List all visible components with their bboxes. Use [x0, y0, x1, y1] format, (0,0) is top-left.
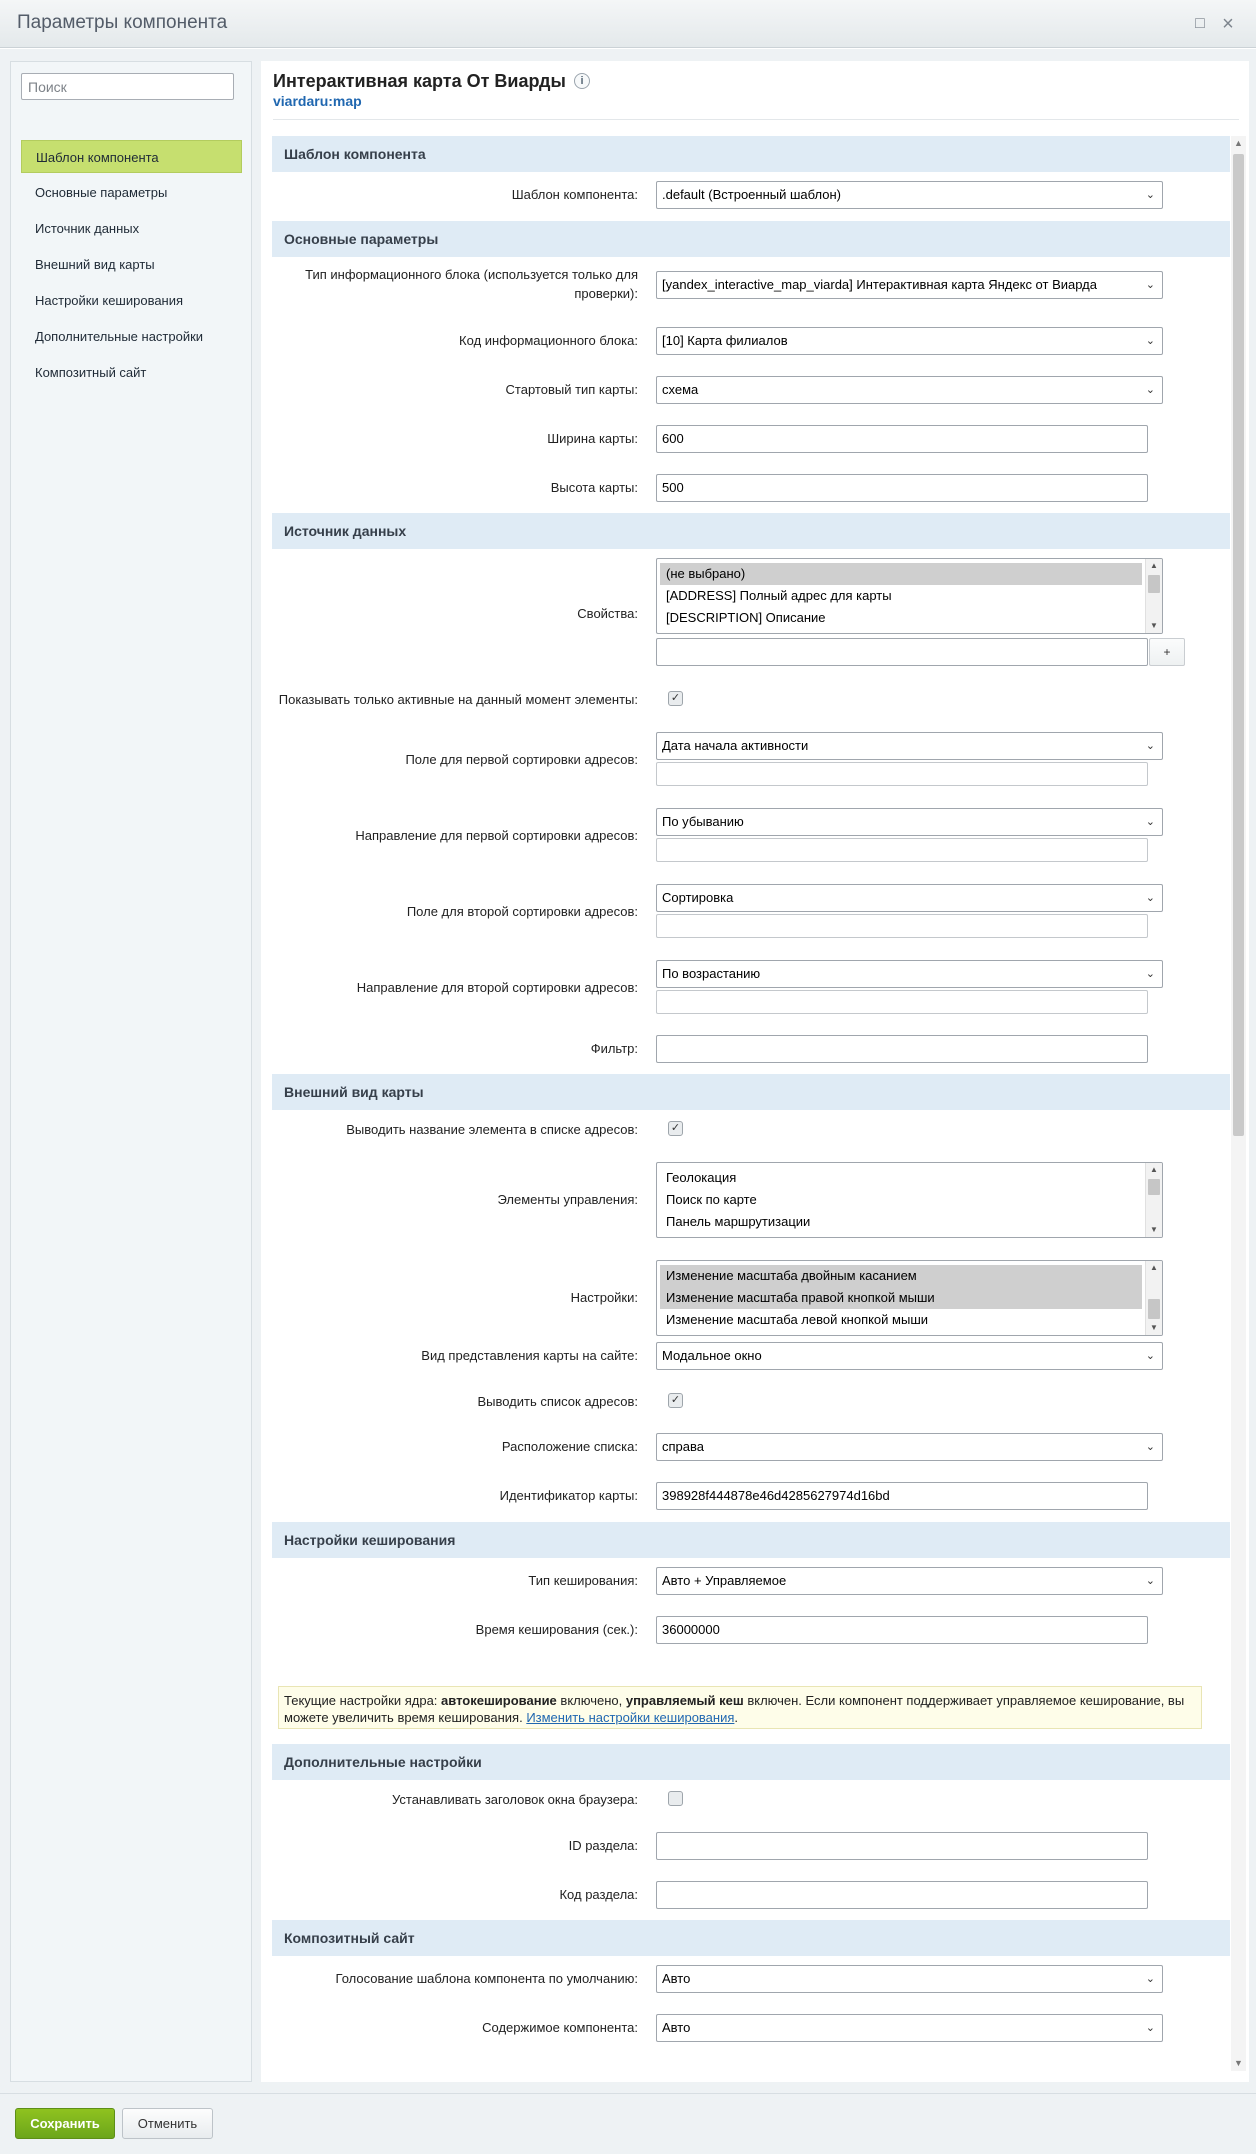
map-id-label: Идентификатор карты: [499, 1488, 638, 1503]
map-id-input[interactable]: 398928f444878e46d4285627974d16bd [656, 1482, 1148, 1510]
list-scrollbar[interactable] [1145, 1261, 1162, 1335]
chevron-down-icon: ⌄ [1145, 816, 1155, 828]
template-vote-select[interactable] [656, 1965, 1163, 1993]
sidebar [10, 61, 252, 2082]
list-item[interactable]: Изменение масштаба левой кнопкой мыши [666, 1312, 929, 1327]
list-item[interactable]: Панель маршрутизации [666, 1214, 811, 1229]
sort2-field-value: Сортировка [662, 890, 734, 905]
iblock-type-label-line2: проверки): [574, 286, 638, 301]
scroll-up-icon[interactable]: ▲ [1150, 1165, 1158, 1174]
section-code-label: Код раздела: [559, 1887, 638, 1902]
chevron-down-icon: ⌄ [1145, 1575, 1155, 1587]
scroll-down-icon[interactable]: ▼ [1234, 2058, 1243, 2068]
controls-label: Элементы управления: [497, 1192, 638, 1207]
sort2-dir-label: Направление для второй сортировки адресов: [356, 980, 638, 995]
scroll-up-icon[interactable]: ▲ [1150, 561, 1158, 570]
sidebar-nav [21, 140, 242, 392]
sidebar-item-main[interactable]: Основные параметры [35, 185, 168, 200]
width-label: Ширина карты: [547, 431, 638, 446]
sidebar-item-source[interactable]: Источник данных [35, 221, 140, 236]
chevron-down-icon: ⌄ [1145, 335, 1155, 347]
chevron-down-icon: ⌄ [1145, 279, 1155, 291]
display-mode-value: Модальное окно [662, 1348, 762, 1363]
close-icon[interactable]: × [1222, 13, 1234, 35]
iblock-code-select[interactable] [656, 327, 1163, 355]
chevron-down-icon: ⌄ [1145, 1441, 1155, 1453]
section-composite: Композитный сайт [272, 1920, 1230, 1956]
sort2-field-select[interactable] [656, 884, 1163, 912]
chevron-down-icon: ⌄ [1145, 2022, 1155, 2034]
info-icon[interactable]: i [574, 73, 590, 89]
content-value: Авто [662, 2020, 691, 2035]
list-pos-value: справа [662, 1439, 704, 1454]
sort1-dir-value: По убыванию [662, 814, 744, 829]
active-only-checkbox[interactable]: ✓ [668, 691, 683, 706]
iblock-code-label: Код информационного блока: [459, 333, 638, 348]
scroll-thumb[interactable] [1148, 1299, 1160, 1319]
filter-label: Фильтр: [590, 1041, 638, 1056]
show-name-checkbox[interactable]: ✓ [668, 1121, 683, 1136]
form-scrollbar[interactable] [1231, 136, 1246, 2071]
sidebar-item-composite[interactable]: Композитный сайт [35, 365, 147, 380]
height-input[interactable]: 500 [656, 474, 1148, 502]
section-id-input[interactable] [656, 1832, 1148, 1860]
notice-text: включено, [556, 1693, 626, 1708]
sort1-field-label: Поле для первой сортировки адресов: [405, 752, 638, 767]
sidebar-item-view[interactable]: Внешний вид карты [35, 257, 155, 272]
chevron-down-icon: ⌄ [1145, 892, 1155, 904]
cache-notice [278, 1686, 1202, 1729]
sort1-field-value: Дата начала активности [662, 738, 809, 753]
content-label: Содержимое компонента: [482, 2020, 638, 2035]
properties-list[interactable] [656, 558, 1163, 634]
iblock-type-label-line1: Тип информационного блока (используется только для [305, 267, 638, 282]
set-title-checkbox[interactable] [668, 1791, 683, 1806]
list-item[interactable]: (не выбрано) [660, 563, 1142, 585]
chevron-down-icon: ⌄ [1145, 968, 1155, 980]
add-property-button[interactable]: + [1149, 638, 1185, 666]
template-vote-value: Авто [662, 1971, 691, 1986]
cache-type-value: Авто + Управляемое [662, 1573, 787, 1588]
sort1-field-select[interactable] [656, 732, 1163, 760]
search-input[interactable] [21, 73, 234, 100]
scroll-down-icon[interactable]: ▼ [1150, 1225, 1158, 1234]
template-label: Шаблон компонента: [511, 187, 638, 202]
sort2-dir-value: По возрастанию [662, 966, 761, 981]
scroll-down-icon[interactable]: ▼ [1150, 621, 1158, 630]
window-titlebar [0, 0, 1256, 48]
component-code: viardaru:map [273, 93, 362, 109]
sidebar-item-cache[interactable]: Настройки кеширования [35, 293, 184, 308]
show-list-label: Выводить список адресов: [477, 1394, 638, 1409]
list-pos-select[interactable] [656, 1433, 1163, 1461]
iblock-type-label [305, 265, 638, 303]
show-name-label: Выводить название элемента в списке адресов: [346, 1122, 638, 1137]
iblock-type-select[interactable] [656, 271, 1163, 299]
list-item[interactable]: Геолокация [666, 1170, 737, 1185]
section-id-label: ID раздела: [568, 1838, 638, 1853]
display-mode-select[interactable] [656, 1342, 1163, 1370]
list-item[interactable]: [DESCRIPTION] Описание [666, 610, 826, 625]
cache-time-input[interactable]: 36000000 [656, 1616, 1148, 1644]
settings-list[interactable] [656, 1260, 1163, 1336]
list-pos-label: Расположение списка: [501, 1439, 638, 1454]
component-title: Интерактивная карта От Виарды [273, 71, 566, 91]
filter-input[interactable] [656, 1035, 1148, 1063]
scroll-thumb[interactable] [1148, 1179, 1160, 1195]
notice-text: включен. Если компонент поддерживает управляемое кеширование, вы можете увеличить время кеширования. [284, 1693, 1185, 1725]
list-item[interactable]: Изменение масштаба правой кнопкой мыши [660, 1287, 1142, 1309]
chevron-down-icon: ⌄ [1145, 1973, 1155, 1985]
sidebar-item-extra[interactable]: Дополнительные настройки [35, 329, 204, 344]
show-list-checkbox[interactable]: ✓ [668, 1393, 683, 1408]
scroll-up-icon[interactable]: ▲ [1234, 138, 1243, 148]
controls-list[interactable] [656, 1162, 1163, 1238]
list-scrollbar[interactable] [1145, 559, 1162, 633]
sort2-field-label: Поле для второй сортировки адресов: [406, 904, 638, 919]
active-only-label: Показывать только активные на данный момент элементы: [278, 692, 638, 707]
sidebar-item-template[interactable]: Шаблон компонента [21, 140, 242, 173]
chevron-down-icon: ⌄ [1145, 384, 1155, 396]
properties-extra-input[interactable] [656, 638, 1148, 666]
cache-time-label: Время кеширования (сек.): [475, 1622, 638, 1637]
content-select[interactable] [656, 2014, 1163, 2042]
section-view: Внешний вид карты [272, 1074, 1230, 1110]
notice-managed-cache: управляемый кеш [625, 1693, 744, 1708]
scroll-down-icon[interactable]: ▼ [1150, 1323, 1158, 1332]
scroll-thumb[interactable] [1233, 154, 1244, 1136]
window-title: Параметры компонента [17, 12, 228, 33]
height-label: Высота карты: [550, 480, 638, 495]
notice-text: Текущие настройки ядра: [284, 1693, 442, 1708]
notice-text: . [734, 1710, 739, 1725]
sort2-dir-custom-input[interactable] [656, 990, 1148, 1014]
section-extra: Дополнительные настройки [272, 1744, 1230, 1780]
width-input[interactable]: 600 [656, 425, 1148, 453]
divider [273, 119, 1239, 120]
list-scrollbar[interactable] [1145, 1163, 1162, 1237]
cache-type-label: Тип кеширования: [528, 1573, 638, 1588]
section-code-input[interactable] [656, 1881, 1148, 1909]
iblock-code-value: [10] Карта филиалов [662, 333, 788, 348]
list-item[interactable]: Изменение масштаба двойным касанием [660, 1265, 1142, 1287]
params-form [272, 136, 1230, 2071]
cancel-button[interactable]: Отменить [122, 2108, 213, 2139]
cache-type-select[interactable] [656, 1567, 1163, 1595]
template-select[interactable] [656, 181, 1163, 209]
sort1-field-custom-input[interactable] [656, 762, 1148, 786]
dialog-footer [0, 2093, 1256, 2154]
chevron-down-icon: ⌄ [1145, 189, 1155, 201]
chevron-down-icon: ⌄ [1145, 1350, 1155, 1362]
map-type-select[interactable] [656, 376, 1163, 404]
main-panel [261, 61, 1249, 2082]
scroll-up-icon[interactable]: ▲ [1150, 1263, 1158, 1272]
settings-label: Настройки: [570, 1290, 638, 1305]
list-item[interactable]: Поиск по карте [666, 1192, 757, 1207]
section-main: Основные параметры [272, 221, 1230, 257]
scroll-thumb[interactable] [1148, 575, 1160, 593]
map-type-value: схема [662, 382, 699, 397]
section-source: Источник данных [272, 513, 1230, 549]
properties-label: Свойства: [577, 606, 638, 621]
sort1-dir-select[interactable] [656, 808, 1163, 836]
save-button[interactable]: Сохранить [15, 2108, 115, 2139]
section-cache: Настройки кеширования [272, 1522, 1230, 1558]
chevron-down-icon: ⌄ [1145, 740, 1155, 752]
sort1-dir-custom-input[interactable] [656, 838, 1148, 862]
sort1-dir-label: Направление для первой сортировки адресов: [355, 828, 638, 843]
list-item[interactable]: [ADDRESS] Полный адрес для карты [666, 588, 892, 603]
maximize-icon[interactable]: □ [1195, 15, 1205, 32]
notice-autocache: автокеширование [441, 1693, 557, 1708]
display-mode-label: Вид представления карты на сайте: [421, 1348, 638, 1363]
template-value: .default (Встроенный шаблон) [662, 187, 841, 202]
sort2-dir-select[interactable] [656, 960, 1163, 988]
iblock-type-value: [yandex_interactive_map_viarda] Интерактивная карта Яндекс от Виарда [662, 277, 1097, 292]
cache-settings-link[interactable]: Изменить настройки кеширования [526, 1710, 735, 1725]
sort2-field-custom-input[interactable] [656, 914, 1148, 938]
template-vote-label: Голосование шаблона компонента по умолчанию: [335, 1971, 638, 1986]
section-template: Шаблон компонента [272, 136, 1230, 172]
set-title-label: Устанавливать заголовок окна браузера: [392, 1792, 638, 1807]
map-type-label: Стартовый тип карты: [505, 382, 638, 397]
